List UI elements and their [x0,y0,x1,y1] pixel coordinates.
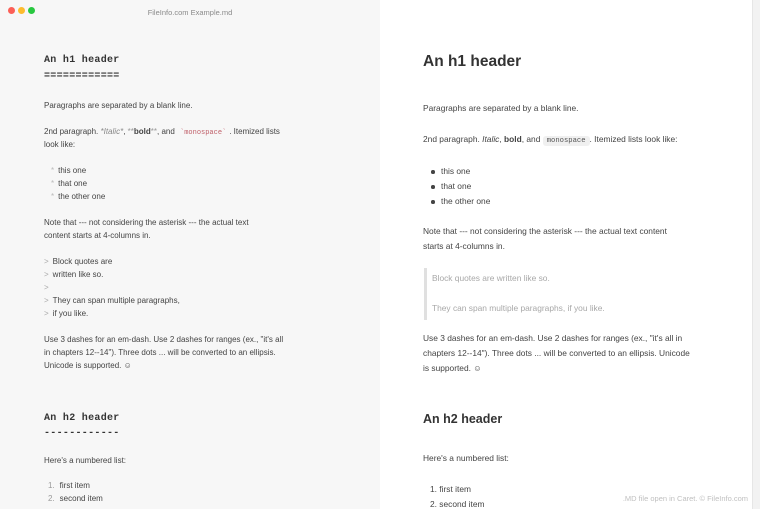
quote-marker: > [44,296,49,305]
item-text: second item [59,494,103,503]
source-quote-line [44,268,103,281]
bullet-marker: * [51,166,55,175]
quote-marker: > [44,283,49,292]
source-numbered-intro: Here's a numbered list: [44,456,127,465]
preview-numbered-intro: Here's a numbered list: [423,453,509,463]
source-list-item [51,190,105,203]
source-quote-line [44,307,88,320]
source-paragraph-2 [44,125,280,140]
preview-scrollbar[interactable] [752,0,760,509]
source-quote-line [44,255,112,268]
text-run: , and [157,127,178,136]
quote-text: written like so. [52,270,104,279]
text-run: . Itemized lists [229,127,280,136]
preview-list-item [441,181,471,191]
bullet-marker: * [51,192,55,201]
source-dash-line3: Unicode is supported. ☺ [44,361,132,370]
preview-note-line1: Note that --- not considering the asterisk --- the actual text content [423,226,667,236]
bold-word: bold [133,127,151,136]
quote-text: if you like. [52,309,89,318]
list-item-text: this one [58,166,87,175]
source-list-item [51,164,86,177]
preview-paragraph-1: Paragraphs are separated by a blank line. [423,103,579,113]
italic-word: Italic [482,134,500,144]
quote-marker: > [44,309,49,318]
quote-marker: > [44,270,49,279]
text-run: 2nd paragraph. [423,134,483,144]
source-dash-line1: Use 3 dashes for an em-dash. Use 2 dashes for ranges (ex., "it's all [44,335,284,344]
code-markup: `monospace` [180,129,227,137]
inline-code: monospace [543,136,590,146]
source-h1: An h1 header [44,55,120,66]
source-numbered-item [48,479,90,492]
preview-numbered-item: 2. second item [430,499,485,509]
preview-paragraph-2 [423,132,677,149]
bullet-icon [431,200,435,204]
quote-marker: > [44,257,49,266]
bullet-icon [431,185,435,189]
bold-markup-close: ** [150,127,157,136]
source-h2: An h2 header [44,413,120,424]
preview-quote-p1: Block quotes are written like so. [432,273,550,283]
preview-note-line2: starts at 4-columns in. [423,241,505,251]
preview-dash-line1: Use 3 dashes for an em-dash. Use 2 dashes for ranges (ex., "it's all in [423,333,683,343]
source-h1-underline: ============ [44,71,120,82]
preview-h1: An h1 header [423,53,522,70]
source-list-item [51,177,87,190]
source-h2-underline: ------------ [44,428,120,439]
window-title: FileInfo.com Example.md [147,8,233,17]
quote-text: They can span multiple paragraphs, [52,296,180,305]
source-numbered-item [48,492,103,505]
preview-numbered-item: 1. first item [430,484,471,494]
list-item-text: the other one [441,196,491,206]
preview-h2: An h2 header [423,412,503,426]
source-note-line1: Note that --- not considering the asterisk --- the actual text [44,218,249,227]
source-quote-line [44,281,53,294]
preview-dash-line2: chapters 12--14"). Three dots ... will be converted to an ellipsis. Unicode [423,348,690,358]
text-run: , and [521,134,543,144]
item-number: 1. [48,481,55,490]
source-note-line2: content starts at 4-columns in. [44,231,151,240]
blockquote-bar [424,268,427,320]
list-item-text: that one [441,181,472,191]
source-quote-line [44,294,180,307]
list-item-text: the other one [58,192,106,201]
text-run: , [499,134,505,144]
quote-text: Block quotes are [52,257,113,266]
text-run: , [123,127,128,136]
preview-pane[interactable] [380,0,752,509]
text-run: 2nd paragraph. [44,127,101,136]
item-number: 2. [48,494,55,503]
source-paragraph-2-line2: look like: [44,140,76,149]
footer-credit: .MD file open in Caret. © FileInfo.com [622,494,748,503]
list-item-text: this one [441,166,471,176]
bold-word: bold [504,134,522,144]
bullet-icon [431,170,435,174]
list-item-text: that one [58,179,88,188]
source-dash-line2: in chapters 12--14"). Three dots ... will be converted to an ellipsis. [44,348,276,357]
bullet-marker: * [51,179,55,188]
text-run: . Itemized lists look like: [589,134,678,144]
preview-list-item [441,166,470,176]
item-text: first item [59,481,90,490]
italic-markup: *Italic* [100,127,124,136]
preview-list-item [441,196,490,206]
source-paragraph-1: Paragraphs are separated by a blank line. [44,101,193,110]
preview-quote-p2: They can span multiple paragraphs, if you like. [432,303,605,313]
bold-markup-open: ** [127,127,134,136]
preview-dash-line3: is supported. ☺ [423,363,482,373]
